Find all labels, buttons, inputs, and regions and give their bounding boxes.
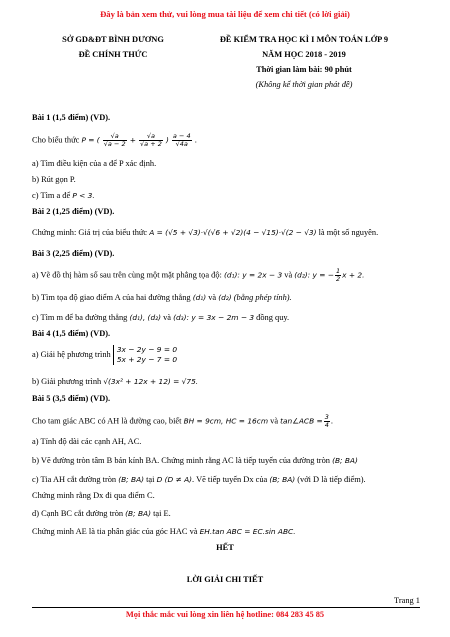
plus-sign: + — [129, 135, 136, 145]
equation-2: 5x + 2y − 7 = 0 — [116, 355, 178, 364]
fraction-3-den: √4a — [175, 140, 188, 148]
problem-3b — [32, 293, 420, 302]
official-label: ĐỀ CHÍNH THỨC — [78, 50, 148, 59]
problem-5d — [32, 509, 420, 518]
department-name: SỞ GD&ĐT BÌNH DƯƠNG — [62, 35, 164, 44]
problem-5c-tai: tại — [146, 475, 155, 484]
problem-1-intro: Cho biểu thức — [32, 135, 80, 145]
hotline-banner: Mọi thắc mắc vui lòng xin liên hệ hotline: 084 283 45 85 — [125, 610, 325, 619]
problem-3b-note: (bằng phép tính). — [233, 293, 292, 302]
problem-1a: a) Tìm điều kiện của a để P xác định. — [32, 159, 157, 168]
school-year: NĂM HỌC 2018 - 2019 — [262, 50, 346, 59]
problem-2-end: là một số nguyên. — [318, 228, 379, 237]
problem-5d-lead: d) Cạnh BC cắt đường tròn — [32, 509, 124, 518]
fraction-2 — [139, 133, 163, 148]
end-mark: HẾT — [216, 543, 234, 552]
problem-4-title: Bài 4 (1,5 điểm) (VD). — [32, 329, 111, 338]
problem-5b — [32, 456, 420, 465]
problem-5d-circle: (B; BA) — [125, 509, 151, 518]
problem-1-expression — [32, 133, 420, 148]
problem-2-title: Bài 2 (1,25 điểm) (VD). — [32, 207, 115, 216]
problem-3c-end: đồng quy. — [256, 313, 290, 322]
problem-5c-lead: c) Tia AH cắt đường tròn — [32, 475, 117, 484]
problem-1c-math: P < 3. — [72, 191, 95, 200]
problem-5d-2-lead: Chứng minh AE là tia phân giác của góc HAC và — [32, 527, 198, 536]
problem-5c-2: Chứng minh rằng Dx đi qua điểm C. — [32, 491, 155, 500]
header-right — [188, 32, 420, 92]
problem-3b-and: và — [208, 293, 217, 302]
line-d1: (d₁): y = 2x − 3 — [223, 270, 283, 280]
fraction-1 — [103, 133, 127, 148]
problem-1c-text: c) Tìm a để — [32, 191, 71, 200]
problem-1-title: Bài 1 (1,5 điểm) (VD). — [32, 113, 111, 122]
problem-3a-lead: a) Vẽ đồ thị hàm số sau trên cùng một mặt phẳng tọa độ: — [32, 270, 222, 280]
problem-5b-circle: (B; BA) — [332, 456, 358, 465]
problem-2-lead: Chứng minh: Giá trị của biểu thức — [32, 228, 148, 237]
problem-3c-d12: (d₁), (d₂) — [129, 313, 161, 322]
problem-3c-lead: c) Tìm m để ba đường thẳng — [32, 313, 128, 322]
problem-4b-expr: √(3x² + 12x + 12) = √75. — [103, 377, 199, 386]
exam-time-note: (Không kể thời gian phát đề) — [255, 80, 353, 89]
problem-4a — [32, 345, 420, 365]
problem-5c-point: D (D ≠ A) — [156, 475, 193, 484]
problem-3b-d2: (d₂) — [218, 293, 232, 302]
problem-2-expr: A = (√5 + √3)·√(√6 + √2)(4 − √15)·√(2 − √3) — [149, 228, 317, 237]
preview-banner: Đây là bản xem thử, vui lòng mua tài liệu để xem chi tiết (có lời giải) — [100, 9, 350, 19]
problem-2-statement — [32, 228, 420, 237]
problem-3c-and: và — [163, 313, 171, 322]
line-d2-tail: x + 2. — [342, 270, 365, 280]
problem-5a: a) Tính độ dài các cạnh AH, AC. — [32, 437, 142, 446]
problem-3c-d3: (d₃): y = 3x − 2m − 3 — [173, 313, 255, 322]
problem-5c-tail: . Vẽ tiếp tuyến Dx của — [192, 475, 268, 484]
problem-1b: b) Rút gọn P. — [32, 175, 76, 184]
problem-3c — [32, 313, 420, 322]
exam-title: ĐỀ KIỂM TRA HỌC KÌ I MÔN TOÁN LỚP 9 — [219, 35, 389, 44]
fraction-3 — [172, 133, 192, 148]
problem-5c-end: (với D là tiếp điểm). — [297, 475, 366, 484]
problem-5-intro-lead: Cho tam giác ABC có AH là đường cao, biết — [32, 416, 182, 426]
fraction-1-den: √a − 2 — [103, 140, 126, 148]
half-num: 1 — [335, 267, 341, 275]
problem-5d-end: tại E. — [153, 509, 171, 518]
exam-time: Thời gian làm bài: 90 phút — [256, 65, 352, 74]
problem-5-and: và — [270, 416, 279, 426]
expr-end: . — [194, 135, 197, 145]
problem-4a-lead: a) Giải hệ phương trình — [32, 349, 111, 359]
expr-lead: P = ( — [81, 135, 100, 145]
problem-5-lengths: BH = 9cm, HC = 16cm — [183, 416, 269, 426]
problem-5d-2-math: EH.tan ABC = EC.sin ABC. — [199, 527, 296, 536]
half-den: 2 — [335, 275, 341, 283]
problem-3-title: Bài 3 (2,25 điểm) (VD). — [32, 249, 115, 258]
problem-5c-circle-2: (B; BA) — [269, 475, 296, 484]
half-fraction — [335, 268, 341, 283]
line-d2-lead: (d₂): y = − — [294, 270, 334, 280]
expr-close: ) — [165, 135, 169, 145]
problem-4b-lead: b) Giải phương trình — [32, 377, 102, 386]
header-left — [38, 32, 188, 62]
problem-3b-lead: b) Tìm tọa độ giao điểm A của hai đường thẳng — [32, 293, 191, 302]
fraction-2-den: √a + 2 — [140, 140, 162, 148]
tan-den: 4 — [324, 421, 329, 429]
problem-3a — [32, 268, 420, 283]
footer-rule — [32, 607, 420, 608]
problem-5d-2 — [32, 527, 420, 536]
fraction-2-num: √a — [139, 133, 163, 141]
problem-5c-circle: (B; BA) — [118, 475, 145, 484]
tan-num: 3 — [324, 413, 329, 421]
problem-4b — [32, 377, 420, 386]
problem-5-intro: Cho tam giác ABC có AH là đường cao, biết BH = 9cm, HC = 16cm và tan∠ACB = $\frac{3}{4}$ . — [32, 413, 333, 429]
tan-fraction — [324, 414, 330, 429]
problem-1c — [32, 191, 420, 200]
problem-5c — [32, 475, 420, 484]
problem-3b-d1: (d₁) — [192, 293, 207, 302]
solution-title: LỜI GIẢI CHI TIẾT — [186, 575, 264, 584]
problem-3a-and: và — [284, 270, 293, 280]
problem-5-title: Bài 5 (3,5 điểm) (VD). — [32, 394, 111, 403]
equation-system — [113, 345, 177, 365]
fraction-1-num: √a — [103, 133, 127, 141]
problem-5b-text: b) Vẽ đường tròn tâm B bán kính BA. Chứng minh rằng AC là tiếp tuyến của đường tròn — [32, 456, 330, 465]
problem-5-tan: tan∠ACB = — [280, 416, 323, 426]
equation-1: 3x − 2y − 9 = 0 — [116, 345, 178, 354]
fraction-3-num: a − 4 — [172, 132, 191, 140]
page-number: Trang 1 — [394, 596, 420, 605]
